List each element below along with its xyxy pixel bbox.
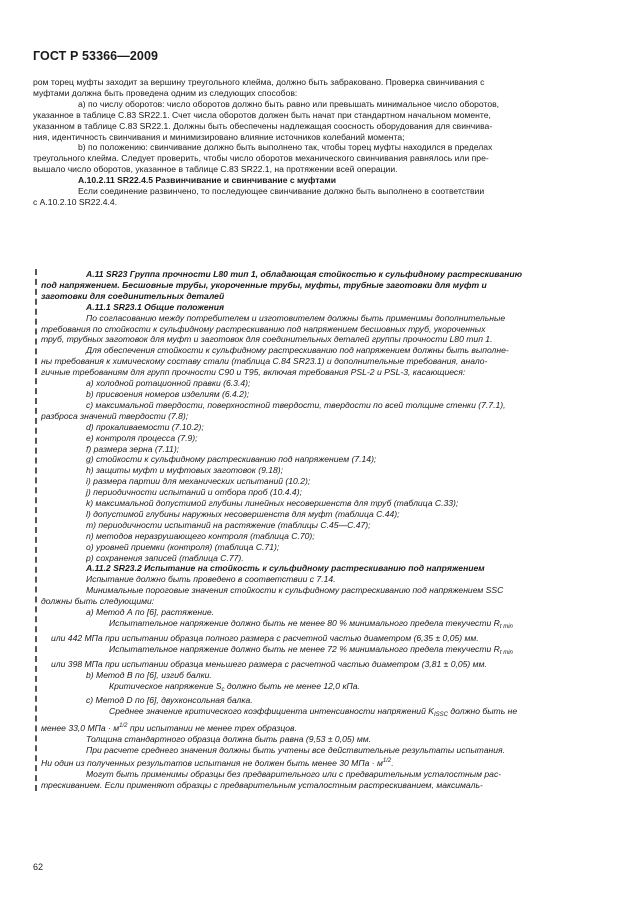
text-line: ния, идентичность свинчивания и минимизировано влияние источников колебаний момента; <box>33 131 405 142</box>
section-title: А.11 SR23 Группа прочности L80 тип 1, обладающая стойкостью к сульфидному растрескиванию <box>86 269 523 279</box>
list-item: разброса значений твердости (7.8); <box>41 410 189 421</box>
subscript: c <box>221 686 225 693</box>
text-fragment: менее 33,0 МПа · м <box>41 723 120 734</box>
subscript: t min <box>499 649 513 656</box>
list-item: b) присвоения номеров изделиям (6.4.2); <box>86 388 250 399</box>
list-item: с) максимальной твердости, поверхностной твердости, твердости по всей толщине стенки (7.7.1), <box>86 399 506 410</box>
text-line: Для обеспечения стойкости к сульфидному растрескиванию под напряжением должны быть выполне- <box>86 345 509 356</box>
text-line: Минимальные пороговые значения стойкости к сульфидному растрескиванию под напряжением SSC <box>86 585 504 596</box>
text-line <box>41 721 615 734</box>
text-line: Если соединение развинчено, то последующее свинчивание должно быть выполнено в соответствии <box>78 186 485 197</box>
superscript: 1/2 <box>382 757 392 764</box>
text-line: а) по числу оборотов: число оборотов должно быть равно или превышать минимальное число оборотов, <box>78 98 500 109</box>
text-line <box>41 681 615 696</box>
text-line: или 398 МПа при испытании образца меньшего размера с расчетной частью диаметром (3,81 ± 0,05) мм. <box>51 658 487 669</box>
subscript: t min <box>499 624 513 630</box>
method-item: с) Метод D по [6], двухконсольная балка. <box>86 695 253 706</box>
text-line: ром торец муфты заходит за вершину треугольного клейма, должно быть забраковано. Проверка свинчивания с <box>33 77 485 87</box>
text-line: По согласованию между потребителем и изготовителем должны быть применимы дополнительные <box>86 312 506 323</box>
text-line: b) по положению: свинчивание должно быть выполнено так, чтобы торец муфты находился в пределах <box>78 142 493 153</box>
superscript: 1/2 <box>119 723 128 730</box>
text-line: с А.10.2.10 SR22.4.4. <box>33 196 118 207</box>
text-line: или 442 МПа при испытании образца полного размера с расчетной частью диаметром (6,35 ± 0,05) мм. <box>51 632 479 643</box>
subscript: ISSC <box>433 712 448 719</box>
text-line: гичные требованиям для групп прочности С90 и Т95, включая требования PSL-2 и PSL-3, касающиеся: <box>41 367 466 378</box>
text-line: труб, трубных заготовок для муфт и заготовок для соединительных деталей группы прочности L80 тип 1. <box>41 334 493 345</box>
text-line: указанном в таблице С.83 SR22.1. Должны быть обеспечены надлежащая соосность оборудования для свинчива- <box>33 120 493 131</box>
subsection-heading: А.11.2 SR23.2 Испытание на стойкость к сульфидному растрескиванию под напряжением <box>86 563 485 574</box>
text-fragment: Среднее значение критического коэффициента интенсивности напряжений K <box>109 706 434 717</box>
method-item: b) Метод В по [6], изгиб балки. <box>86 669 212 680</box>
text-line: ны требования к химическому составу стали (таблица С.84 SR23.1) и дополнительные требования, анало- <box>41 356 488 367</box>
list-item: f) размера зерна (7.11); <box>86 443 180 454</box>
text-line: При расчете среднего значения должны быть учтены все действительные результаты испытания. <box>86 745 505 756</box>
text-fragment: . <box>391 757 394 768</box>
document-header: ГОСТ Р 53366—2009 <box>33 49 159 63</box>
text-fragment: Критическое напряжение S <box>109 680 222 691</box>
list-item: а) холодной ротационной правки (6.3.4); <box>86 378 251 389</box>
text-fragment: должно быть не <box>448 706 518 717</box>
text-line <box>41 706 615 721</box>
text-line <box>41 644 615 659</box>
text-line: указанное в таблице С.83 SR22.1. Счет числа оборотов должен быть начат при стандартном начальном моменте, <box>33 109 491 120</box>
list-item: d) прокаливаемости (7.10.2); <box>86 421 204 432</box>
text-fragment: Испытательное напряжение должно быть не менее 80 % минимального предела текучести R <box>109 618 500 628</box>
subsection-heading: А.11.1 SR23.1 Общие положения <box>86 301 225 312</box>
text-line: трескиванием. Если применяют образцы с предварительным усталостным растрескиванием, максималь- <box>41 779 483 790</box>
list-item: h) защиты муфт и муфтовых заготовок (9.18); <box>86 465 284 476</box>
list-item: l) допустимой глубины наружных несовершенств для муфт (таблица С.44); <box>86 508 400 519</box>
text-fragment: должно быть не менее 12,0 кПа. <box>224 680 360 691</box>
section-heading: А.10.2.11 SR22.4.5 Развинчивание и свинчивание с муфтами <box>78 175 336 186</box>
page-number: 62 <box>33 862 44 872</box>
list-item: е) контроля процесса (7.9); <box>86 432 198 443</box>
text-line: Испытание должно быть проведено в соответствии с 7.14. <box>86 574 336 585</box>
text-fragment: Испытательное напряжение должно быть не менее 72 % минимального предела текучести R <box>109 643 500 654</box>
list-item: n) методов неразрушающего контроля (таблица С.70); <box>86 530 315 541</box>
text-line: требования по стойкости к сульфидному растрескиванию под напряжением бесшовных труб, укороченных <box>41 323 486 334</box>
text-line: Толщина стандартного образца должна быть равна (9,53 ± 0,05) мм. <box>86 734 372 745</box>
method-item: а) Метод А по [6], растяжение. <box>86 607 215 618</box>
text-fragment: Ни один из полученных результатов испытания не должен быть менее 30 МПа · м <box>41 757 383 768</box>
list-item: k) максимальной допустимой глубины линейных несовершенств для труб (таблица С.33); <box>86 498 459 509</box>
text-fragment: при испытании не менее трех образцов. <box>127 723 297 734</box>
text-line: Могут быть применимы образцы без предварительного или с предварительным усталостным рас- <box>86 768 502 779</box>
list-item: g) стойкости к сульфидному растрескиванию под напряжением (7.14); <box>86 454 377 465</box>
text-line: треугольного клейма. Следует проверить, чтобы число оборотов механического свинчивания равнялось или пре- <box>33 153 489 164</box>
supplementary-requirement-section <box>35 269 615 791</box>
list-item: j) периодичности испытаний и отбора проб (10.4.4); <box>86 487 302 498</box>
text-line <box>41 756 615 769</box>
section-title: заготовки для соединительных деталей <box>41 290 225 301</box>
list-item: р) сохранения записей (таблица С.77). <box>86 552 244 563</box>
list-item: m) периодичности испытаний на растяжение (таблицы С.45—С.47); <box>86 519 371 530</box>
section-title: под напряжением. Бесшовные трубы, укороченные трубы, муфты, трубные заготовки для муфт и <box>41 279 487 290</box>
text-line: муфтами должна быть проведена одним из следующих способов: <box>33 87 298 98</box>
list-item: о) уровней приемки (контроля) (таблица С.71); <box>86 541 280 552</box>
text-line: должны быть следующими: <box>41 596 155 607</box>
list-item: i) размера партии для механических испытаний (10.2); <box>86 476 311 487</box>
text-line: вышало число оборотов, указанное в таблице С.83 SR22.1, на протяжении всей операции. <box>33 164 398 175</box>
text-line <box>41 618 615 633</box>
upper-section <box>33 77 611 208</box>
